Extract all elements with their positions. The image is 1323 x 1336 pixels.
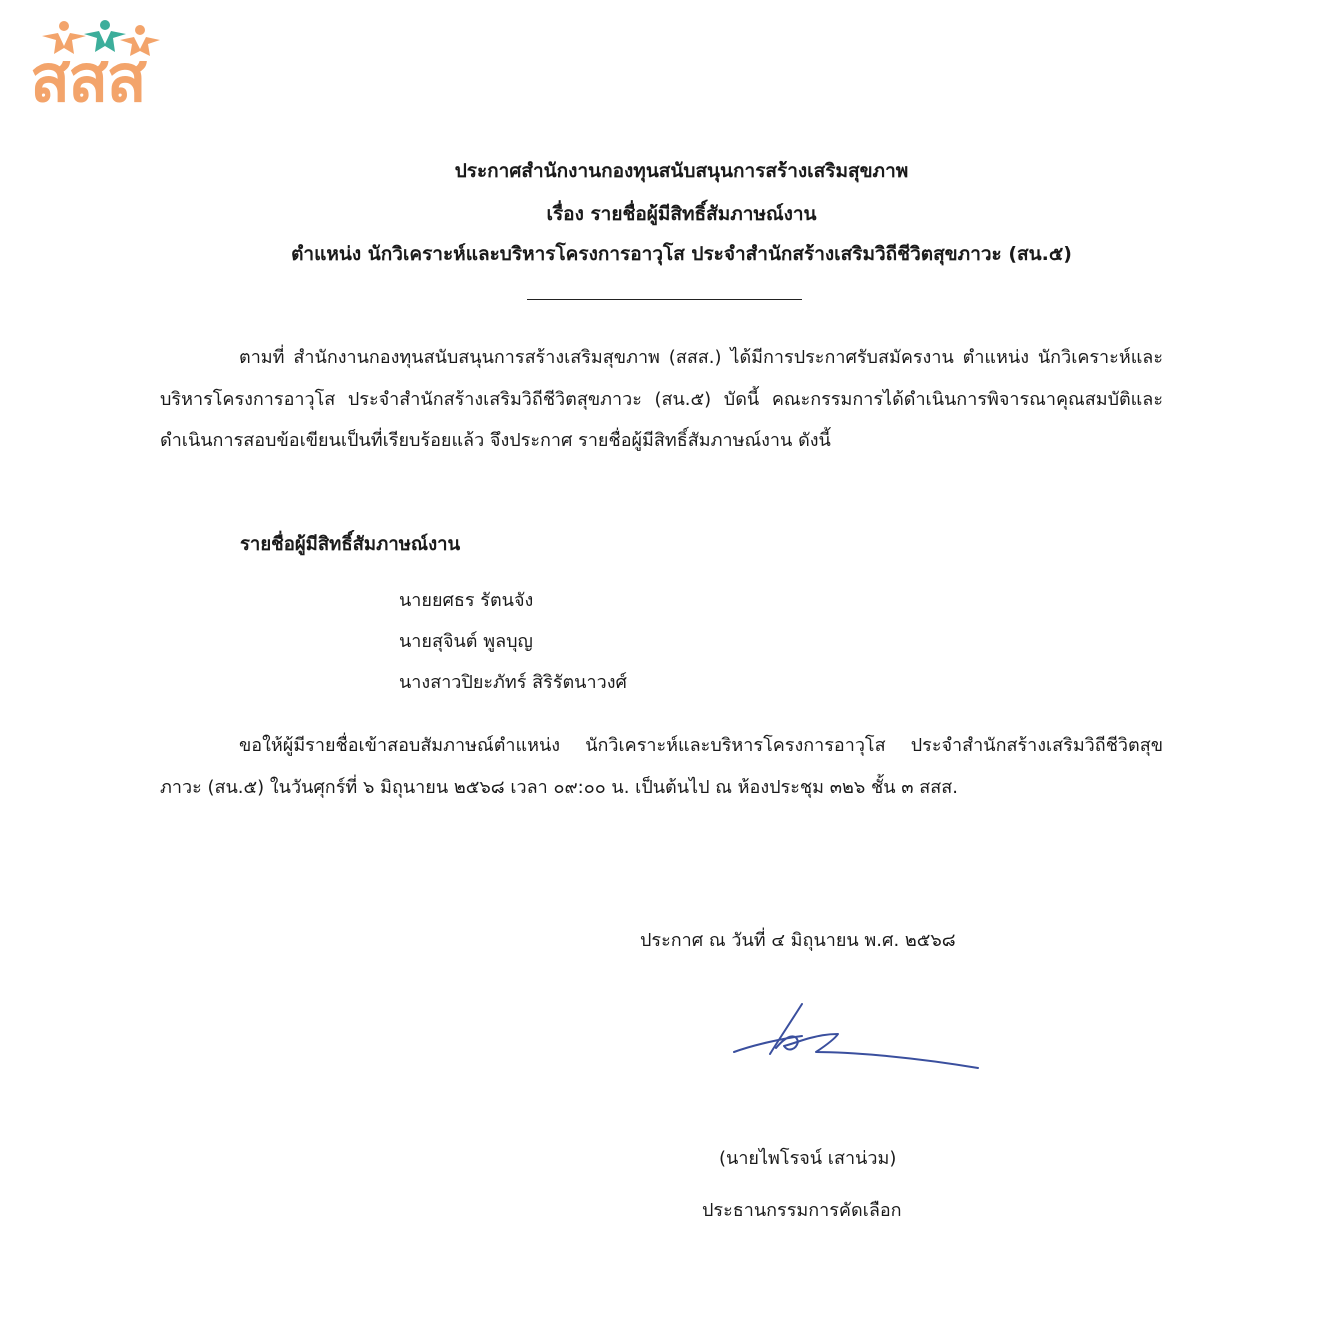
signature <box>726 996 986 1080</box>
candidate-list <box>399 580 627 703</box>
announcement-position: ตำแหน่ง นักวิเคราะห์และบริหารโครงการอาวุโส ประจำสำนักสร้างเสริมวิถีชีวิตสุขภาวะ (สน.๕) <box>291 243 1072 265</box>
candidate-name: นางสาวปิยะภัทร์ สิริรัตนาวงศ์ <box>399 672 627 693</box>
signer-position: ประธานกรรมการคัดเลือก <box>702 1200 902 1221</box>
announcement-title: ประกาศสำนักงานกองทุนสนับสนุนการสร้างเสริมสุขภาพ <box>454 160 909 182</box>
candidate-name: นายสุจินต์ พูลบุญ <box>399 631 533 652</box>
candidate-name: นายยศธร รัตนจัง <box>399 590 534 611</box>
interview-paragraph: ขอให้ผู้มีรายชื่อเข้าสอบสัมภาษณ์ตำแหน่ง นักวิเคราะห์และบริหารโครงการอาวุโส ประจำสำนักสร้างเสริมวิถีชีวิตสุขภาวะ (สน.๕) ในวันศุกร์ที่ ๖ มิถุนายน ๒๕๖๘ เวลา ๐๙:๐๐ น. เป็นต้นไป ณ ห้องประชุม ๓๒๖ ชั้น ๓ สสส. <box>160 735 1163 798</box>
signer-name: (นายไพโรจน์ เสาน่วม) <box>719 1148 897 1169</box>
thaihealth-logo <box>28 18 198 126</box>
logo-text: สสส <box>30 40 145 117</box>
candidate-list-title: รายชื่อผู้มีสิทธิ์สัมภาษณ์งาน <box>240 534 461 555</box>
announcement-subject: เรื่อง รายชื่อผู้มีสิทธิ์สัมภาษณ์งาน <box>546 203 817 225</box>
signature-icon <box>726 996 986 1076</box>
title-divider <box>527 299 802 300</box>
intro-paragraph: ตามที่ สำนักงานกองทุนสนับสนุนการสร้างเสริมสุขภาพ (สสส.) ได้มีการประกาศรับสมัครงาน ตำแหน่ง นักวิเคราะห์และบริหารโครงการอาวุโส ประจำสำนักสร้างเสริมวิถีชีวิตสุขภาวะ (สน.๕) บัดนี้ คณะกรรมการได้ดำเนินการพิจารณาคุณสมบัติและดำเนินการสอบข้อเขียนเป็นที่เรียบร้อยแล้ว จึงประกาศ รายชื่อผู้มีสิทธิ์สัมภาษณ์งาน ดังนี้ <box>160 347 1163 451</box>
announcement-date: ประกาศ ณ วันที่ ๔ มิถุนายน พ.ศ. ๒๕๖๘ <box>640 930 956 951</box>
